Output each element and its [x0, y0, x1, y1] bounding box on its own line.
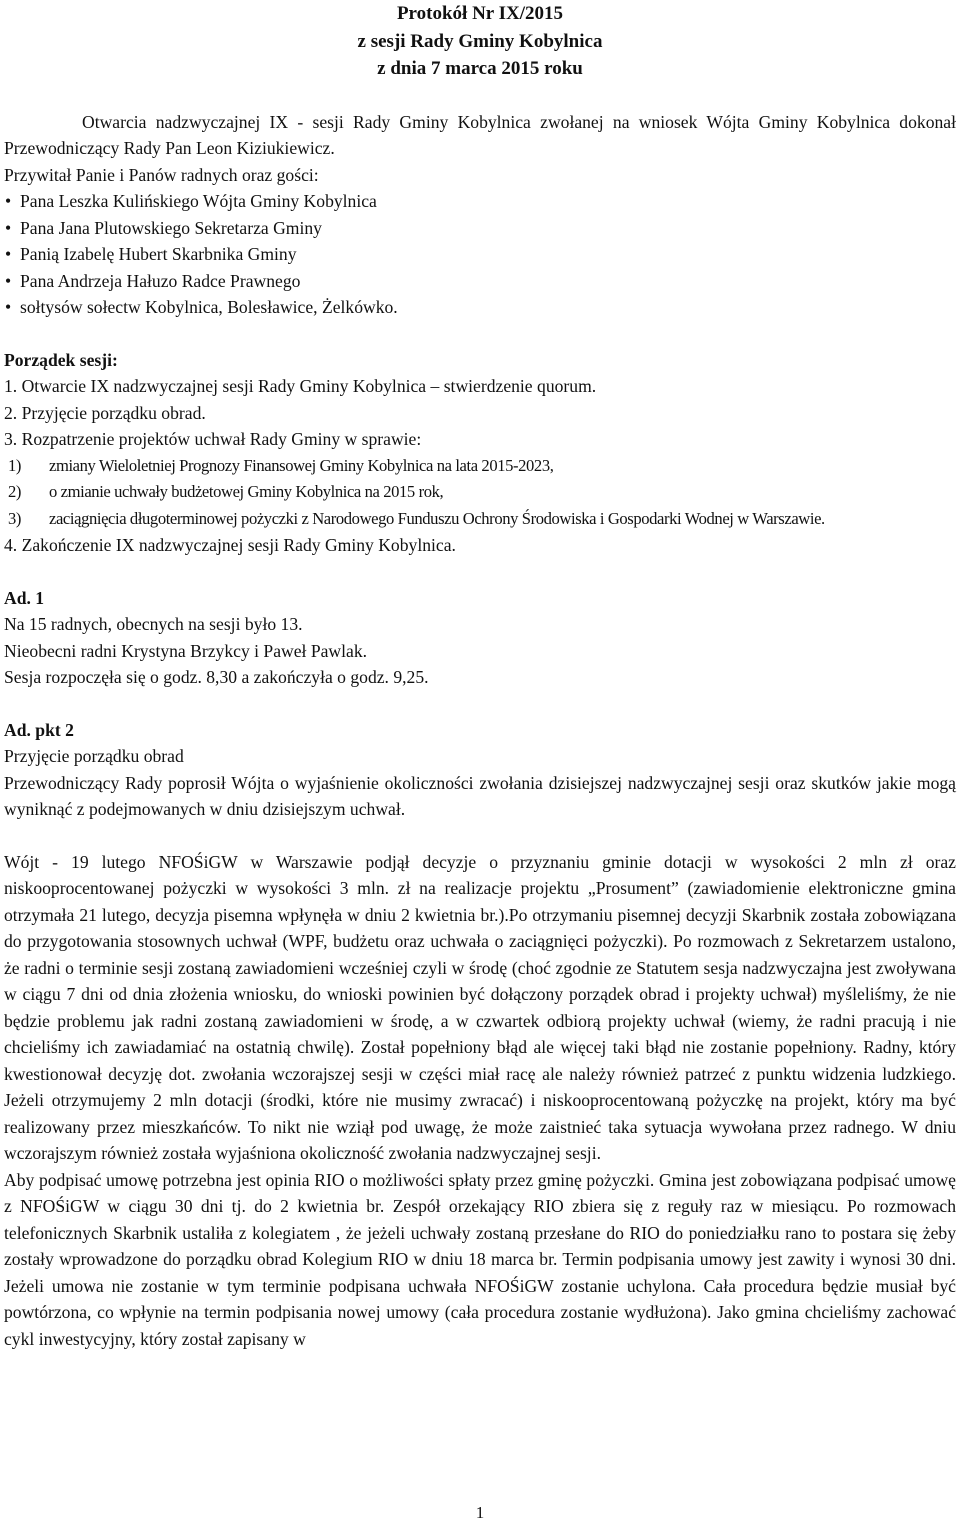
spacer [4, 691, 956, 717]
guest-item: • Pana Andrzeja Hałuzo Radce Prawnego [4, 268, 956, 295]
agenda-subitem [4, 506, 956, 533]
spacer [4, 321, 956, 347]
intro-paragraph: Otwarcia nadzwyczajnej IX - sesji Rady Gminy Kobylnica zwołanej na wniosek Wójta Gminy Kobylnica dokonał Przewodniczący Rady Pan Leon Kiziukiewicz. [4, 111, 956, 158]
agenda-item: 3. Rozpatrzenie projektów uchwał Rady Gminy w sprawie: [4, 429, 422, 449]
document-header [4, 0, 956, 83]
ad2-subheading: Przyjęcie porządku obrad [4, 746, 184, 766]
guest-item: • Pana Jana Plutowskiego Sekretarza Gminy [4, 215, 956, 242]
subitem-text: zaciągnięcia długoterminowej pożyczki z Narodowego Funduszu Ochrony Środowiska i Gospodarki Wodnej w Warszawie. [49, 508, 825, 528]
subitem-text: zmiany Wieloletniej Prognozy Finansowej Gminy Kobylnica na lata 2015-2023, [49, 455, 554, 475]
agenda-subitem [4, 479, 956, 506]
ad2-paragraph: Wójt - 19 lutego NFOŚiGW w Warszawie podjął decyzje o przyznaniu gminie dotacji w wysokości 2 mln zł oraz niskooprocentowanej pożyczki w wysokości 3 mln. zł na realizacje projektu „Prosument” (zawiadomienie elektroniczne gmina otrzymała 21 lutego, decyzja pisemna wpłynęła w dniu 2 kwietnia br.).Po otrzymaniu pisemnej decyzji Skarbnik została zobowiązana do przygotowania stosownych uchwał (WPF, budżetu oraz uchwała o zaciągnięci pożyczki). Po rozmowach z Sekretarzem ustalono, że radni o terminie sesji zostaną zawiadomieni wcześniej czyli w środę (choć zgodnie ze Statutem sesja nadzwyczajna jest zwoływana w ciągu 7 dni od dnia złożenia wniosku, do wnioski powinien być dołączony porządek obrad i projekty uchwał) myśleliśmy, że nie będzie problemu jak radni zostaną zawiadomieni w środę, a w czwartek odbiorą projekty uchwał (wiemy, że radni pracują i nie chcieliśmy ich zawiadamiać na ostatnią chwilę). Został popełniony błąd ale więcej taki błąd nie zostanie popełniony. Radny, który kwestionował decyzję dot. zwołania wczorajszej sesji w części miał racę ale należy również patrzeć z punktu widzenia ludzkiego. Jeżeli otrzymujemy 2 mln dotacji (środki, które nie musimy zwracać) i niskooprocentowaną pożyczkę na projekt, który ma być realizowany przez mieszkańców. To nikt nie wziął pod uwagę, że może zaistnieć taka sytuacja wywołana przez radnego. W dniu wczorajszym również została wyjaśniona okoliczność zwołania nadzwyczajnej sesji. [4, 851, 956, 1163]
agenda-item: 1. Otwarcie IX nadzwyczajnej sesji Rady Gminy Kobylnica – stwierdzenie quorum. [4, 376, 597, 396]
agenda-sublist [4, 453, 956, 533]
agenda-heading: Porządek sesji: [4, 349, 118, 370]
session-date: z dnia 7 marca 2015 roku [377, 58, 583, 79]
document-page [4, 0, 956, 1352]
subitem-text: o zmianie uchwały budżetowej Gminy Kobylnica na 2015 rok, [49, 482, 444, 501]
spacer [4, 559, 956, 585]
agenda-item: 2. Przyjęcie porządku obrad. [4, 402, 206, 423]
page-number: 1 [475, 1503, 485, 1522]
guest-item: • Panią Izabelę Hubert Skarbnika Gminy [4, 241, 956, 268]
subitem-number: 3) [8, 508, 22, 528]
ad1-line: Nieobecni radni Krystyna Brzykcy i Paweł Pawlak. [4, 640, 368, 661]
spacer [4, 83, 956, 109]
ad2-heading: Ad. pkt 2 [4, 719, 74, 740]
spacer [4, 823, 956, 849]
ad2-paragraph: Aby podpisać umowę potrzebna jest opinia RIO o możliwości spłaty przez gminę pożyczki. Gmina jest zobowiązana podpisać umowę z NFOŚiGW w ciągu 30 dni tj. do 2 kwietnia br. Zespół orzekający RIO zbiera się z reguły raz w miesiącu. Po rozmowach telefonicznych Skarbnik ustaliła z kolegiatem , że jeżeli uchwały zostaną przesłane do RIO do poniedziałku rano to postara się żeby zostały wprowadzone do porządku obrad Kolegium RIO w dniu 18 marca br. Termin podpisania umowy jest zawity i wynosi 30 dni. Jeżeli umowa nie zostanie w tym terminie podpisana uchwała NFOŚiGW zostanie uchylona. Cała procedura będzie musiał być powtórzona, co wpłynie na termin podpisania nowej umowy (cała procedura zostanie wydłużona). Jako gmina chcieliśmy zachować cykl inwestycyjny, który został zapisany w [4, 1169, 956, 1349]
agenda-item: 4. Zakończenie IX nadzwyczajnej sesji Rady Gminy Kobylnica. [4, 535, 456, 555]
greeting-line: Przywitał Panie i Panów radnych oraz gości: [4, 164, 319, 185]
subitem-number: 2) [8, 482, 22, 501]
subitem-number: 1) [8, 455, 22, 475]
ad1-heading: Ad. 1 [4, 587, 45, 608]
guest-list [4, 188, 956, 321]
guest-item: • sołtysów sołectw Kobylnica, Bolesławice, Żelkówko. [4, 294, 956, 321]
agenda-subitem [4, 453, 956, 480]
protocol-title: Protokół Nr IX/2015 [396, 3, 564, 24]
session-title: z sesji Rady Gminy Kobylnica [357, 30, 603, 52]
ad1-line: Na 15 radnych, obecnych na sesji było 13. [4, 614, 303, 634]
ad1-line: Sesja rozpoczęła się o godz. 8,30 a zakończyła o godz. 9,25. [4, 667, 429, 687]
ad2-paragraph: Przewodniczący Rady poprosił Wójta o wyjaśnienie okoliczności zwołania dzisiejszej nadzwyczajnej sesji oraz skutków jakie mogą wyniknąć z podejmowanych w dniu dzisiejszym uchwał. [4, 772, 956, 819]
guest-item: • Pana Leszka Kulińskiego Wójta Gminy Kobylnica [4, 188, 956, 215]
